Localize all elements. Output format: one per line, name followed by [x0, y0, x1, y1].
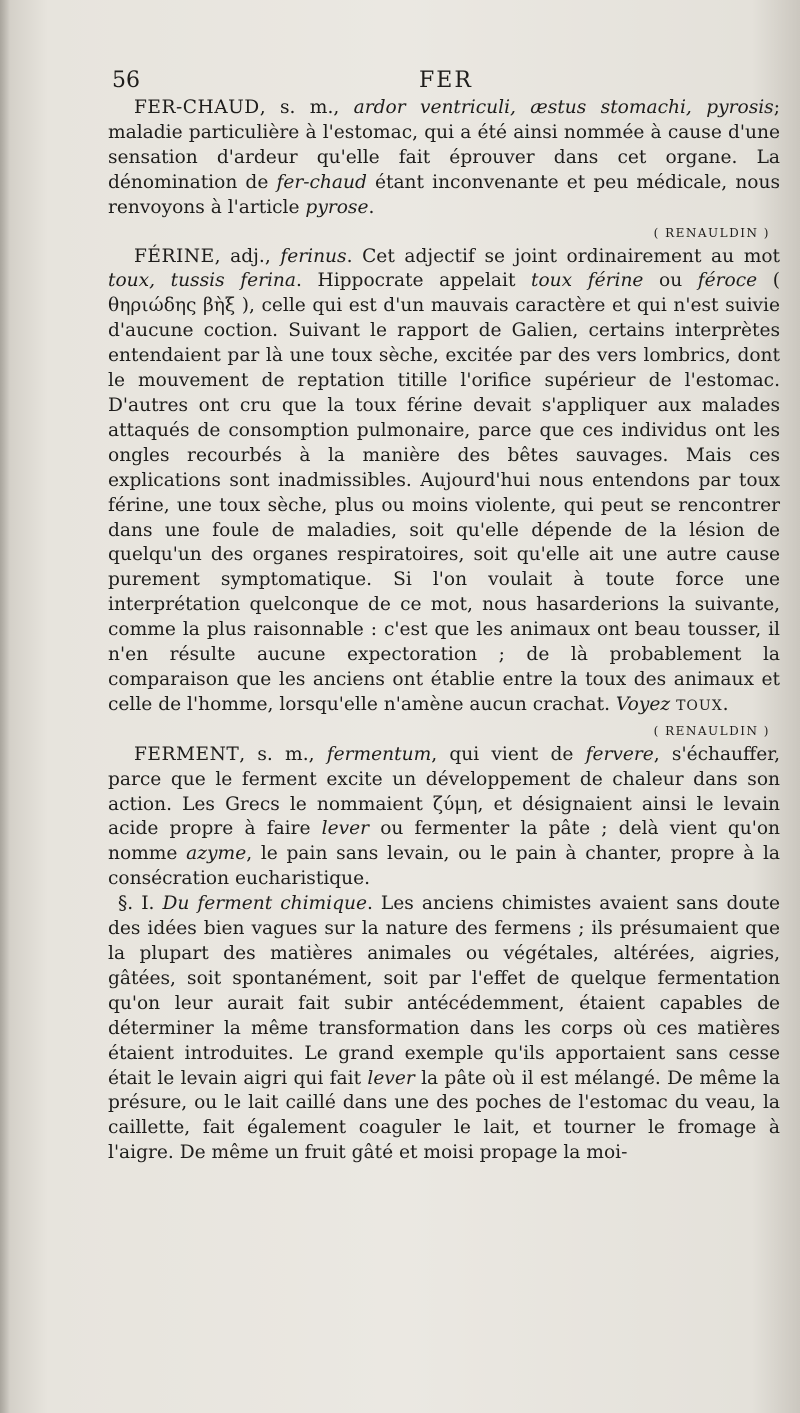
page-header — [112, 68, 780, 98]
section-number: §. I. — [118, 893, 155, 915]
page-edge-shadow — [0, 0, 10, 1413]
section-ferment-chimique: §. I. Du ferment chimique. Les anciens chimistes avaient sans doute des idées bien vagues sur la nature des fermens ; ils présumaient que la plupart des matières animales ou végétales, altérées, aigries, gâtées, soit spontanément, soit par l'effet de quelque fermentation qu'on leur aurait fait subir antécédemment, étaient capables de déterminer la même transformation dans les corps où ces matières étaient introduites. Le grand exemple qu'ils apportaient sans cesse était le levain aigri qui fait lever la pâte où il est mélangé. De même la présure, ou le lait caillé dans une des poches de l'estomac du veau, la caillette, fait également coaguler le lait, et tourner le fromage à l'aigre. De même un fruit gâté et moisi propage la moi- — [108, 893, 780, 1164]
author-signature: ( RENAULDIN ) — [653, 225, 770, 240]
headword: FERMENT — [134, 743, 240, 765]
page-number: 56 — [112, 68, 140, 93]
entry-fer-chaud: FER-CHAUD, s. m., ardor ventriculi, æstus stomachi, pyrosis; maladie particulière à l'estomac, qui a été ainsi nommée à cause d'une sensation d'ardeur qu'elle fait éprouver dans cet organe. La dénomination de fer-chaud étant inconvenante et peu médicale, nous renvoyons à l'article pyrose. — [108, 97, 781, 218]
author-signature: ( RENAULDIN ) — [653, 723, 770, 738]
running-head: FER — [419, 68, 473, 93]
section-title: Du ferment chimique — [162, 893, 368, 915]
entry-ferment: FERMENT, s. m., fermentum, qui vient de fervere, s'échauffer, parce que le ferment excite un développement de chaleur dans son action. Les Grecs le nommaient ζύμη, et désignaient ainsi le levain acide propre à faire lever ou fermenter la pâte ; delà vient qu'on nomme azyme, le pain sans levain, ou le pain à chanter, propre à la consécration eucharistique. — [108, 743, 780, 890]
entry-ferine: FÉRINE, adj., ferinus. Cet adjectif se joint ordinairement au mot toux, tussis ferina. Hippocrate appelait toux férine ou féroce ( θηριώδης βὴξ ), celle qui est d'un mauvais caractère et qui n'est suivie d'aucune coction. Suivant le rapport de Galien, certains interprètes entendaient par là une toux sèche, excitée par des vers lombrics, dont le mouvement de reptation titille l'orifice supérieur de l'estomac. D'autres ont cru que la toux férine devait s'appliquer aux malades attaqués de consomption pulmonaire, parce que ces individus ont les ongles recourbés à la manière des bêtes sauvages. Mais ces explications sont inadmissibles. Aujourd'hui nous entendons par toux férine, une toux sèche, plus ou moins violente, qui peut se rencontrer dans une foule de maladies, soit qu'elle dépende de la lésion de quelqu'un des organes respiratoires, soit qu'elle ait une autre cause purement symptomatique. Si l'on voulait à toute force une interprétation quelconque de ce mot, nous hasarderions la suivante, comme la plus raisonnable : c'est que les animaux ont beau tousser, il n'en résulte aucune expectoration ; de là probablement la comparaison que les anciens ont établie entre la toux des animaux et celle de l'homme, lorsqu'elle n'amène aucun crachat. Voyez TOUX. — [108, 245, 780, 715]
headword: FÉRINE — [134, 245, 215, 267]
page-body — [108, 96, 780, 1166]
cross-reference: TOUX — [676, 697, 723, 714]
headword: FER-CHAUD — [134, 97, 260, 118]
